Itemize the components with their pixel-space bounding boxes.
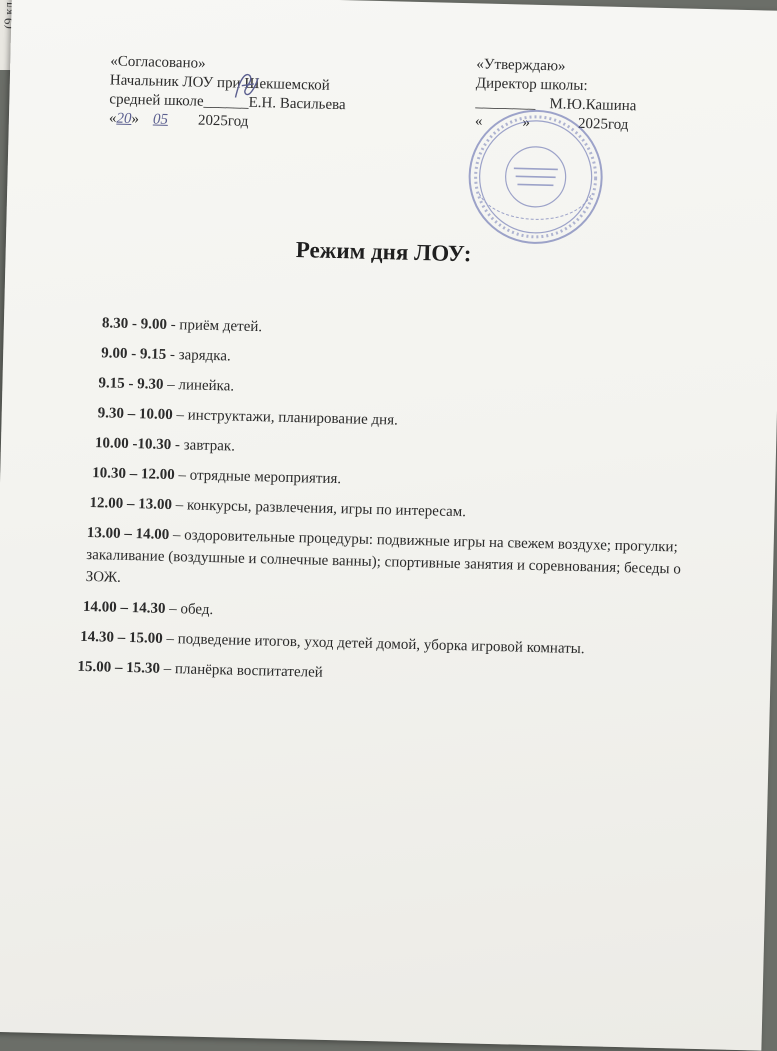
- approval-approved-position: Директор школы:: [475, 75, 588, 95]
- approval-agreed-date: «20» 05 2025год: [108, 110, 249, 130]
- approval-approved-heading: «Утверждаю»: [476, 56, 566, 75]
- schedule-activity: - приём детей.: [166, 316, 263, 336]
- schedule-activity: – планёрка воспитателей: [159, 660, 323, 681]
- approval-approved-name: М.Ю.Кашина: [549, 96, 637, 115]
- schedule-time: 10.30 – 12.00: [92, 465, 175, 484]
- approval-block-agreed: [109, 52, 347, 134]
- schedule-activity: – отрядные мероприятия.: [174, 467, 342, 488]
- edge-label: (9 кл: [1, 2, 16, 29]
- signature-scribble-left: [231, 67, 262, 108]
- schedule-time: 9.00 - 9.15: [101, 345, 167, 363]
- schedule-time: 14.00 – 14.30: [82, 598, 166, 617]
- approval-agreed-name: Е.Н. Васильева: [248, 94, 346, 114]
- schedule-time: 9.30 – 10.00: [97, 405, 173, 424]
- schedule-row: [67, 522, 708, 604]
- schedule-time: 9.15 - 9.30: [98, 375, 164, 393]
- approval-agreed-day: 20: [116, 110, 132, 127]
- approval-approved-year: 2025год: [577, 115, 629, 134]
- approval-approved-date: « » 2025год: [474, 113, 629, 134]
- page-title: Режим дня ЛОУ:: [295, 237, 472, 267]
- schedule-activity: - зарядка.: [165, 346, 231, 365]
- schedule-time: 8.30 - 9.00: [101, 315, 168, 333]
- schedule-activity: - завтрак.: [171, 437, 236, 455]
- schedule-time: 15.00 – 15.30: [77, 658, 161, 677]
- approval-approved-sign-blank: ________: [475, 94, 536, 112]
- schedule-activity: – оздоровительные процедуры: подвижные игры на свежем воздухе; прогулки; закаливание (воздушные и солнечные ванны); спортивные занятия и соревнования; беседы о ЗОЖ.: [85, 527, 682, 586]
- daily-schedule: [65, 312, 714, 702]
- approval-agreed-school: средней школе: [109, 91, 204, 110]
- schedule-activity: – обед.: [165, 600, 214, 619]
- schedule-time: 13.00 – 14.00: [86, 524, 170, 544]
- approval-agreed-position: Начальник ЛОУ при Шекшемской: [109, 72, 330, 94]
- signature-icon: [231, 67, 262, 104]
- approval-agreed-heading: «Согласовано»: [110, 53, 206, 72]
- schedule-time: 14.30 – 15.00: [80, 628, 163, 647]
- schedule-row: [65, 656, 705, 694]
- schedule-time: 10.00 -10.30: [94, 435, 172, 454]
- approval-agreed-sign-blank: ______: [203, 93, 249, 111]
- schedule-activity: – инструктажи, планирование дня.: [172, 407, 399, 429]
- approval-agreed-year: 2025год: [197, 112, 249, 130]
- schedule-time: 12.00 – 13.00: [89, 495, 173, 514]
- school-stamp-icon: [464, 105, 607, 248]
- approval-agreed-month: 05: [152, 111, 169, 128]
- schedule-activity: – подведение итогов, уход детей домой, уборка игровой комнаты.: [162, 630, 585, 658]
- schedule-activity: – конкурсы, развлечения, игры по интересам.: [171, 497, 467, 521]
- schedule-activity: – линейка.: [163, 376, 235, 395]
